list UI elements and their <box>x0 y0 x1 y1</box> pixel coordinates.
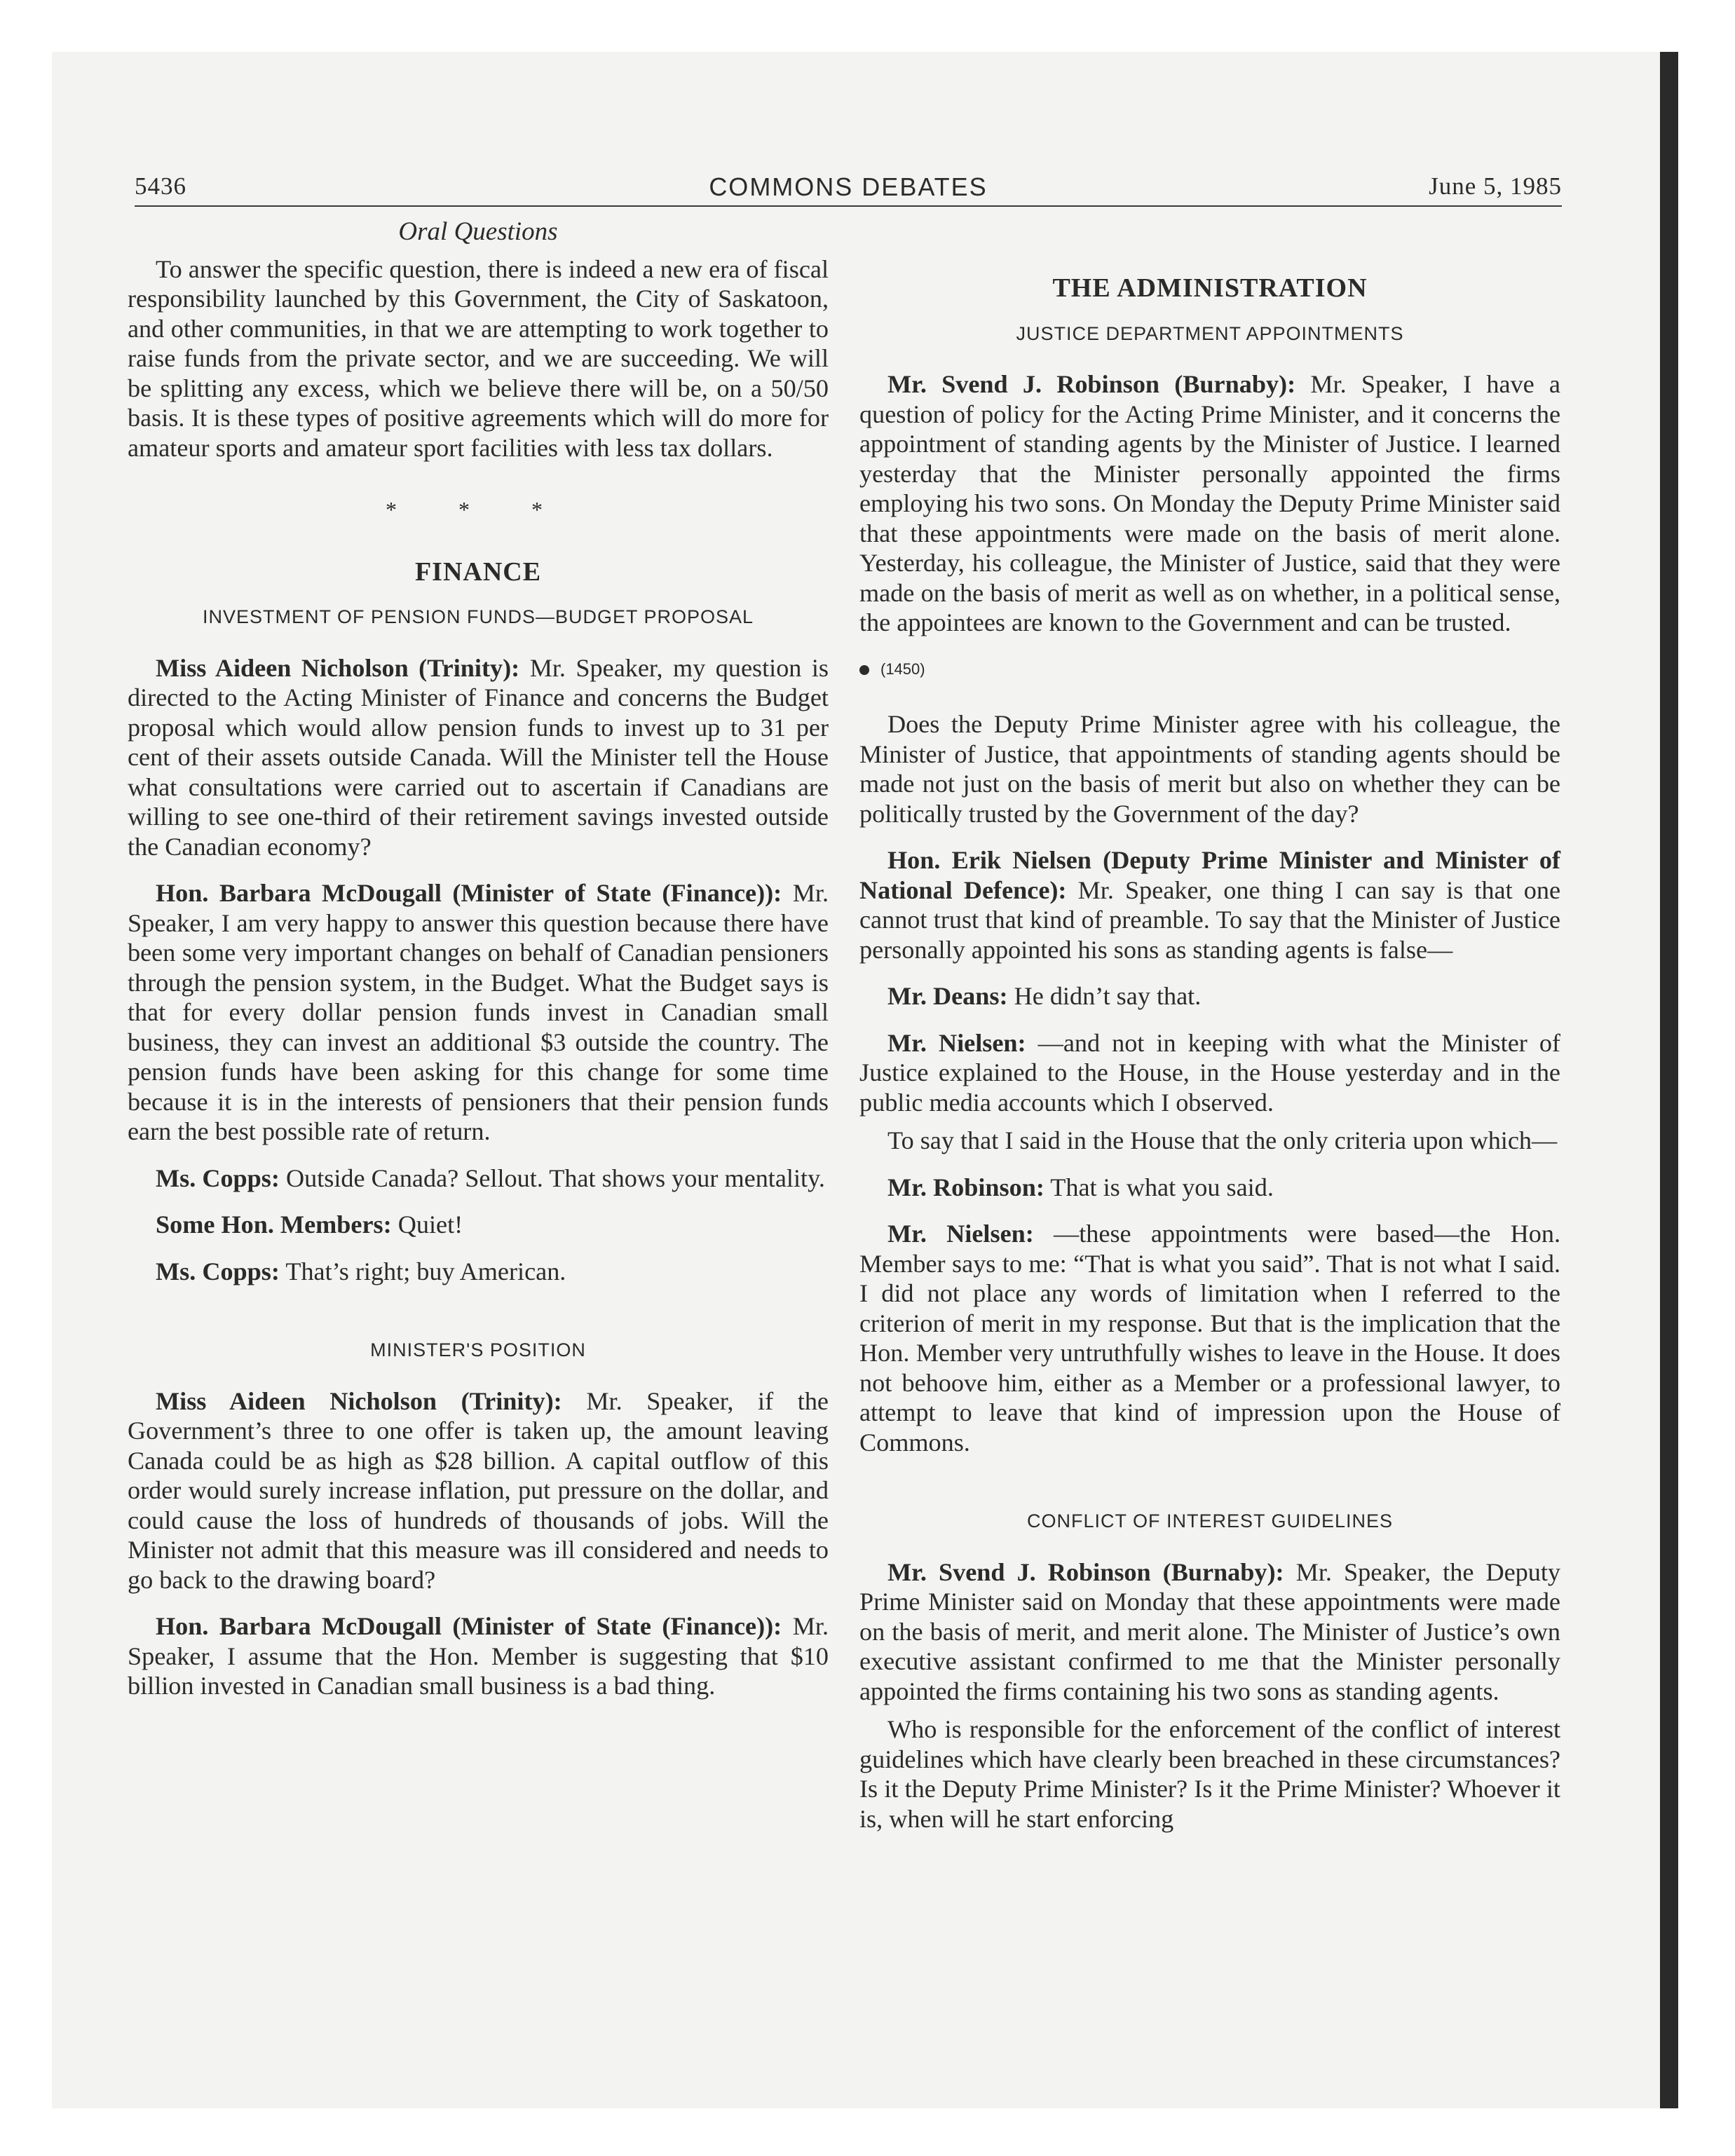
speech <box>859 1173 1560 1203</box>
paragraph: To say that I said in the House that the only criteria upon which— <box>887 1126 1558 1154</box>
page-number: 5436 <box>135 172 186 200</box>
paragraph: Does the Deputy Prime Minister agree with his colleague, the Minister of Justice, that appointments of standing agents should be made not just on the basis of merit but also on whether they can be politically trusted by the Government of the day? <box>859 710 1560 828</box>
time-marker-text: (1450) <box>880 660 925 678</box>
paragraph: Who is responsible for the enforcement of the conflict of interest guidelines which have clearly been breached in these circumstances? Is it the Deputy Prime Minister? Is it the Prime Minister? Whoever it is, when will he start enforcing <box>859 1715 1560 1833</box>
speech-text: He didn’t say that. <box>1007 982 1202 1010</box>
speaker: Mr. Svend J. Robinson (Burnaby): <box>887 370 1296 398</box>
heading-administration: THE ADMINISTRATION <box>1052 273 1368 303</box>
speaker: Ms. Copps: <box>156 1164 280 1192</box>
subheading-justice: JUSTICE DEPARTMENT APPOINTMENTS <box>1016 322 1404 344</box>
speech-text: That is what you said. <box>1044 1173 1274 1201</box>
speech <box>128 1611 829 1701</box>
speech-text: Mr. Speaker, if the Government’s three to one offer is taken up, the amount leaving Canada could be as high as $28 billion. A capital outflow of this order would surely increase inflation, put pressure on the dollar, and could cause the loss of hundreds of thousands of jobs. Will the Minister not admit that this measure was ill considered and needs to go back to the drawing board? <box>128 1386 829 1594</box>
speech <box>859 981 1560 1011</box>
subheading-minister-position: MINISTER'S POSITION <box>370 1339 586 1360</box>
time-marker <box>859 655 1560 685</box>
right-column <box>859 259 1560 1850</box>
heading-finance: FINANCE <box>414 557 542 587</box>
speech-text: —and not in keeping with what the Minister of Justice explained to the House, in the House yesterday and in the public media accounts which I observed. <box>859 1028 1560 1117</box>
speech <box>859 1219 1560 1457</box>
speech-text: Mr. Speaker, my question is directed to the Acting Minister of Finance and concerns the Budget proposal which would allow pension funds to invest up to 31 per cent of their assets outside Canada. Will the Minister tell the House what consultations were carried out to ascertain if Canadians are willing to see one-third of their retirement savings invested outside the Canadian economy? <box>128 653 829 861</box>
speech <box>128 1164 829 1194</box>
speech <box>859 1557 1560 1707</box>
speech <box>128 1210 829 1240</box>
speech-text: Mr. Speaker, I assume that the Hon. Member is suggesting that $10 billion invested in Canadian small business is a bad thing. <box>128 1612 829 1700</box>
speech-text: Quiet! <box>391 1210 463 1239</box>
speaker: Mr. Deans: <box>887 982 1008 1010</box>
speaker: Hon. Barbara McDougall (Minister of State (Finance)): <box>156 1612 782 1640</box>
speaker: Miss Aideen Nicholson (Trinity): <box>156 653 520 682</box>
speaker: Mr. Nielsen: <box>887 1028 1026 1057</box>
speech <box>128 653 829 862</box>
paragraph: To answer the specific question, there is indeed a new era of fiscal responsibility launched by this Government, the City of Saskatoon, and other communities, in that we are attempting to work together to raise funds from the private sector, and we are succeeding. We will be splitting any excess, which we believe there will be, on a 50/50 basis. It is these types of positive agreements which will do more for amateur sports and amateur sport facilities with less tax dollars. <box>128 254 829 462</box>
speech-text: Outside Canada? Sellout. That shows your mentality. <box>279 1164 825 1192</box>
section-kicker: Oral Questions <box>398 217 558 246</box>
speech <box>128 1386 829 1595</box>
speech <box>128 878 829 1147</box>
speaker: Some Hon. Members: <box>156 1210 392 1239</box>
speaker: Miss Aideen Nicholson (Trinity): <box>156 1386 562 1415</box>
bullet-dot-icon <box>859 665 869 675</box>
speech <box>859 369 1560 638</box>
speech-text: That’s right; buy American. <box>279 1257 566 1285</box>
subheading-investment: INVESTMENT OF PENSION FUNDS—BUDGET PROPOSAL <box>202 606 754 627</box>
speaker: Mr. Svend J. Robinson (Burnaby): <box>887 1557 1284 1586</box>
page-header <box>135 170 1562 209</box>
issue-date: June 5, 1985 <box>1429 172 1562 200</box>
speech-text: Mr. Speaker, one thing I can say is that one cannot trust that kind of preamble. To say that the Minister of Justice personally appointed his sons as standing agents is false— <box>859 875 1561 964</box>
speech <box>128 1257 829 1287</box>
scan-edge-bar <box>1660 52 1678 2108</box>
speech-text: Mr. Speaker, the Deputy Prime Minister said on Monday that these appointments were made on the basis of merit, and merit alone. The Minister of Justice’s own executive assistant confirmed to me that the Minister personally appointed the firms containing his two sons as standing agents. <box>859 1557 1560 1705</box>
speech <box>859 1028 1560 1118</box>
speaker: Ms. Copps: <box>156 1257 280 1285</box>
subheading-conflict: CONFLICT OF INTEREST GUIDELINES <box>1026 1510 1394 1531</box>
speaker: Mr. Robinson: <box>887 1173 1045 1201</box>
header-rule <box>135 205 1562 207</box>
speaker: Hon. Erik Nielsen (Deputy Prime Minister and Minister of National Defence): <box>859 846 1560 904</box>
left-column <box>128 217 829 1718</box>
speaker: Hon. Barbara McDougall (Minister of State (Finance)): <box>156 879 782 907</box>
speaker: Mr. Nielsen: <box>887 1220 1034 1248</box>
speech <box>859 845 1560 964</box>
section-separator: * * * <box>386 497 571 522</box>
journal-title: COMMONS DEBATES <box>709 172 988 201</box>
speech-text: Mr. Speaker, I have a question of policy for the Acting Prime Minister, and it concerns the appointment of standing agents by the Minister of Justice. I learned yesterday that the Minister personally appointed the firms employing his two sons. On Monday the Deputy Prime Minister said that these appointments were made on the basis of merit alone. Yesterday, his colleague, the Minister of Justice, said that they were made on the basis of merit as well as on whether, in a political sense, the appointees are known to the Government and can be trusted. <box>859 370 1560 636</box>
speech-text: Mr. Speaker, I am very happy to answer this question because there have been some very important changes on behalf of Canadian pensioners through the pension system, in the Budget. What the Budget says is that for every dollar pension funds invest in Canadian small business, they can invest an additional $3 outside the country. The pension funds have been asking for this change for some time because it is in the interests of pensioners that their pension funds earn the best possible rate of return. <box>128 879 829 1145</box>
speech-text: —these appointments were based—the Hon. Member says to me: “That is what you said”. That is not what I said. I did not place any words of limitation when I referred to the criterion of merit in my response. But that is the implication that the Hon. Member very untruthfully wishes to leave in the House. It does not behoove him, either as a Member or a professional lawyer, to attempt to leave that kind of impression upon the House of Commons. <box>859 1220 1560 1456</box>
